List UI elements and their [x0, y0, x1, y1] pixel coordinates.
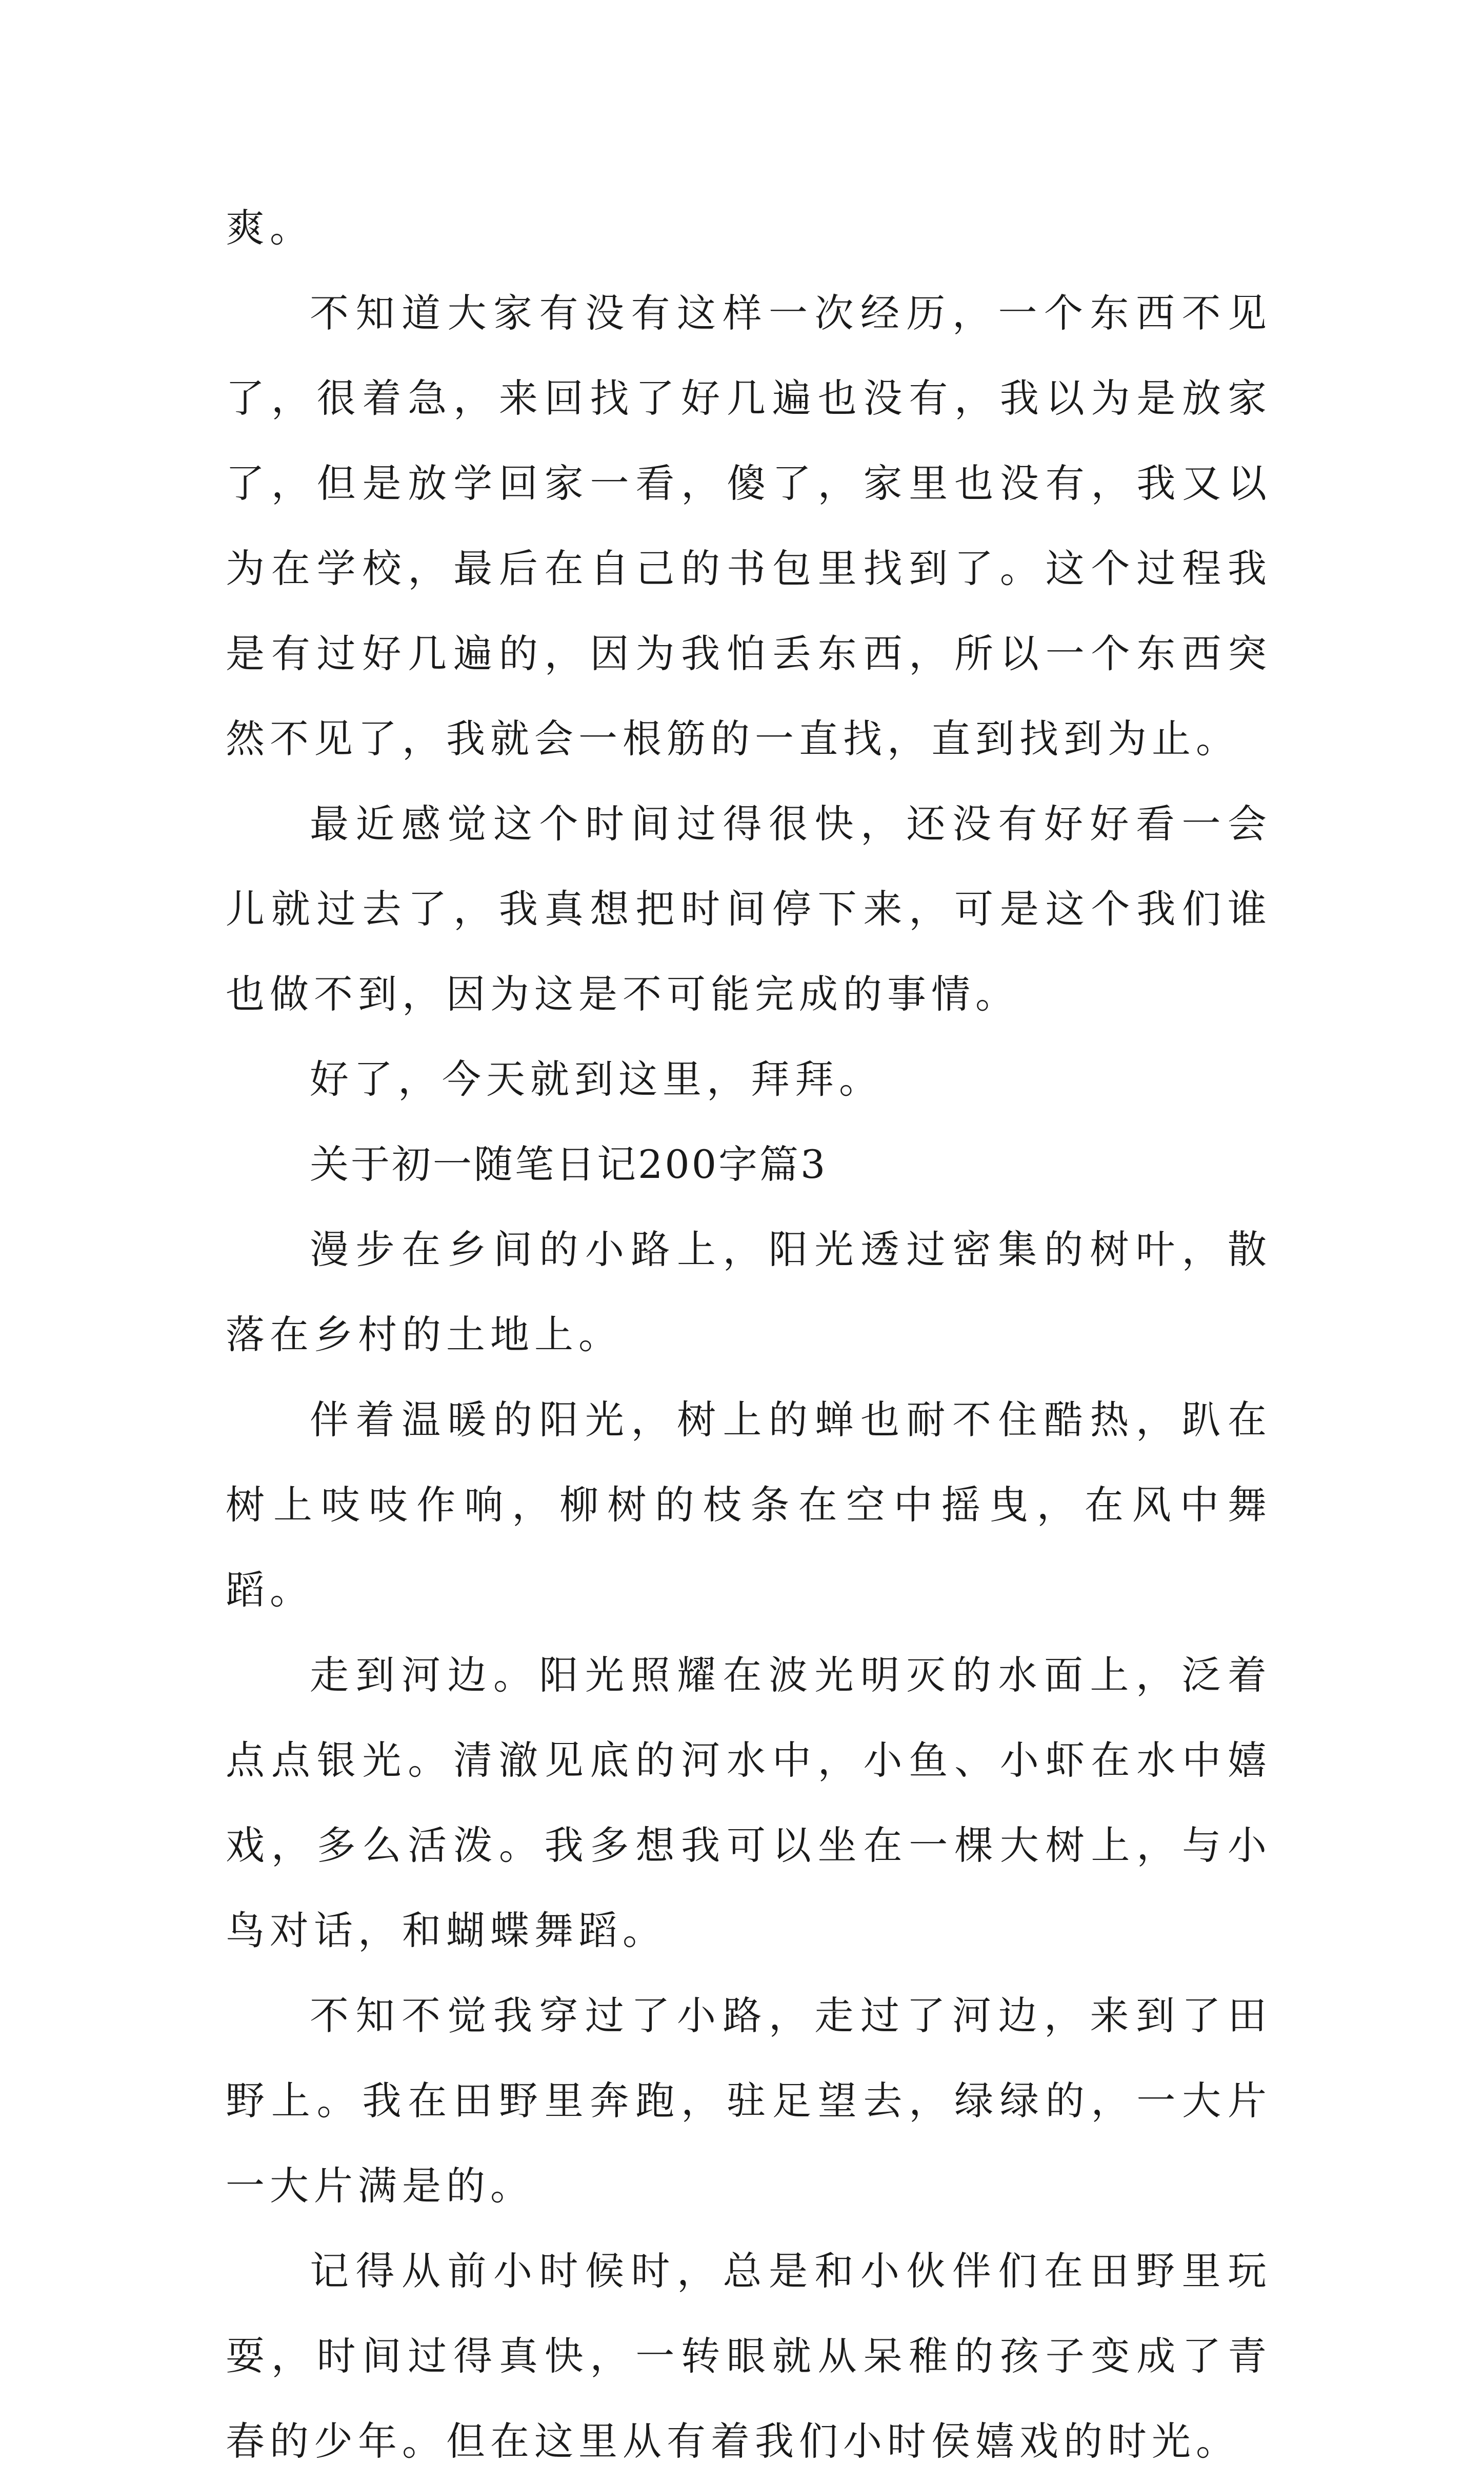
paragraph-cicadas: 伴着温暖的阳光，树上的蝉也耐不住酷热，趴在树上吱吱作响，柳树的枝条在空中摇曳，在风中舞蹈。 — [226, 1397, 1272, 1613]
section-heading: 关于初一随笔日记200字篇3 — [310, 1141, 828, 1187]
paragraph-country-road: 漫步在乡间的小路上，阳光透过密集的树叶，散落在乡村的土地上。 — [226, 1227, 1272, 1357]
paragraph-continuation: 爽。 — [226, 205, 314, 251]
paragraph-goodbye: 好了，今天就到这里，拜拜。 — [310, 1056, 883, 1102]
paragraph-river: 走到河边。阳光照耀在波光明灭的水面上，泛着点点银光。清澈见底的河水中，小鱼、小虾在水中嬉戏，多么活泼。我多想我可以坐在一棵大树上，与小鸟对话，和蝴蝶舞蹈。 — [226, 1652, 1272, 1953]
paragraph-fields: 不知不觉我穿过了小路，走过了河边，来到了田野上。我在田野里奔跑，驻足望去，绿绿的，一大片一大片满是的。 — [226, 1993, 1272, 2209]
paragraph-childhood: 记得从前小时候时，总是和小伙伴们在田野里玩耍，时间过得真快，一转眼就从呆稚的孩子变成了青春的少年。但在这里从有着我们小时侯嬉戏的时光。 — [226, 2248, 1272, 2464]
paragraph-lost-item: 不知道大家有没有这样一次经历，一个东西不见了，很着急，来回找了好几遍也没有，我以为是放家了，但是放学回家一看，傻了，家里也没有，我又以为在学校，最后在自己的书包里找到了。这个过程我是有过好几遍的，因为我怕丢东西，所以一个东西突然不见了，我就会一根筋的一直找，直到找到为止。 — [226, 290, 1272, 762]
document-body — [226, 186, 1272, 2484]
paragraph-time-passing: 最近感觉这个时间过得很快，还没有好好看一会儿就过去了，我真想把时间停下来，可是这个我们谁也做不到，因为这是不可能完成的事情。 — [226, 801, 1272, 1017]
